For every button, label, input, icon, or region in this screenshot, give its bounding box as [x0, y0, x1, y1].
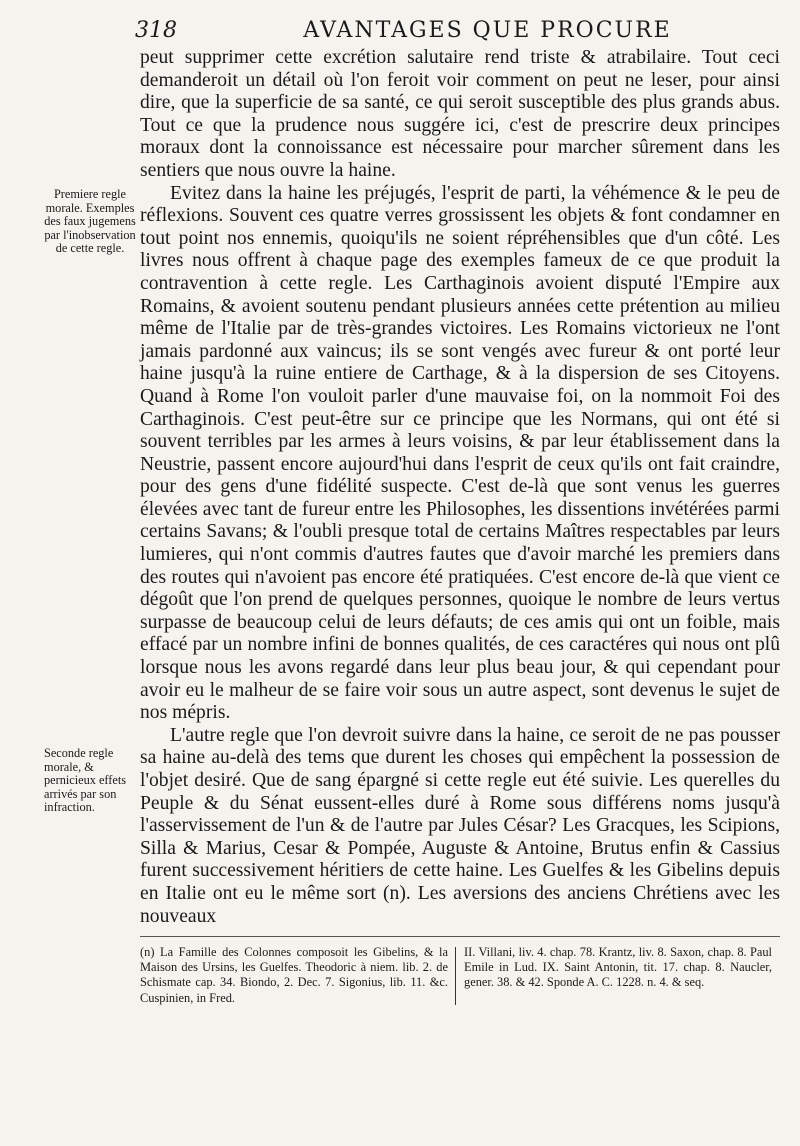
page-number: 318: [135, 18, 177, 43]
footnotes: [140, 945, 780, 1007]
main-text: [140, 47, 780, 928]
margin-note-second-rule: Seconde regle morale, & pernicieux effets arrivés par son infraction.: [44, 746, 127, 814]
paragraph: Evitez dans la haine les préjugés, l'esprit de parti, la véhémence & le peu de réflexions. Souvent ces quatre verres grossissent les objets & font condamner en tout point nos ennemis, quoiqu'ils ne soient répréhensibles que d'un côté. Les livres nous offrent à chaque page des exemples fameux de ce que produit la contravention à cette regle. Les Carthaginois avoient disputé l'Empire aux Romains, & avoient soutenu pendant plusieurs années cette prétention au milieu même de l'Italie par de très-grandes victoires. Les Romains victorieux ne l'ont jamais pardonné aux vaincus; ils se sont vengés avec fureur & ont porté leur haine jusqu'à la ruine entiere de Carthage, & à la dispersion de ses Citoyens. Quand à Rome l'on vouloit parler d'une mauvaise foi, on la nommoit Foi des Carthaginois. C'est peut-être sur ce principe que les Normans, qui ont été si souvent terribles par les armes à leurs voisins, & par leur établissement dans la Neustrie, passent encore aujourd'hui dans l'esprit de ceux qu'ils ont fait craindre, pour des gens d'une fidélité suspecte. C'est de-là que sont venus les guerres élevées avec tant de fureur entre les Philosophes, les dissentions invétérées parmi certains Savans; & l'oubli presque total de certains Maîtres respectables par leurs lumieres, qui n'ont commis d'autres fautes que d'avoir marché les premiers dans des routes qui n'avoient pas encore été pratiquées. C'est encore de-là que vient ce dégoût que l'on prend de quelques personnes, quoique le nombre de leurs vertus surpasse de beaucoup celui de leurs défauts; de ces amis qui ont un foible, mais effacé par un nombre infini de bonnes qualités, de ces caractéres qui nous ont plû lorsque nous les avons regardé dans leur plus beau jour, & qui cependant pour avoir eu le malheur de se faire voir sous un autre aspect, sont devenus le sujet de nos mépris.: [140, 182, 780, 724]
paragraph: L'autre regle que l'on devroit suivre dans la haine, ce seroit de ne pas pousser sa haine au-delà des tems que durent les choses qui empêchent la possession de l'objet desiré. Que de sang épargné si cette regle eut été suivie. Les querelles du Peuple & du Sénat eussent-elles duré à Rome sous différens noms jusqu'à l'asservissement de l'un & de l'autre par Jules César? Les Gracques, les Scipions, Silla & Marius, Cesar & Pompée, Auguste & Antoine, Brutus enfin & Cassius furent successivement héritiers de cette haine. Les Guelfes & les Gibelins depuis en Italie ont eu le même sort (n). Les aversions des anciens Chrétiens avec les nouveaux: [140, 724, 780, 927]
running-title: AVANTAGES QUE PROCURE: [303, 18, 672, 43]
page-header: [135, 18, 780, 48]
paragraph: peut supprimer cette excrétion salutaire rend triste & atrabilaire. Tout ceci demanderoit un détail où l'on feroit voir comment on peut ne leser, pour ainsi dire, que la superficie de sa santé, ce qui seroit susceptible des plus grands abus. Tout ce que la prudence nous suggére ici, c'est de prescrire deux principes moraux dont la connoissance est nécessaire pour marcher sûrement dans les sentiers que nous ouvre la haine.: [140, 47, 780, 181]
footnote-left-column: (n) La Famille des Colonnes composoit les Gibelins, & la Maison des Ursins, les Guelfes. Theodoric à niem. lib. 2. de Schismate cap. 34. Biondo, 2. Dec. 7. Sigonius, lib. 11. &c. Cuspinien, in Fred.: [140, 945, 448, 1005]
footnote-rule: [140, 936, 780, 937]
footnote-column-divider: [455, 947, 456, 1005]
footnote-right-column: II. Villani, liv. 4. chap. 78. Krantz, liv. 8. Saxon, chap. 8. Paul Emile in Lud. IX. Saint Antonin, tit. 17. chap. 8. Naucler, gener. 38. & 42. Sponde A. C. 1228. n. 4. & seq.: [464, 945, 772, 990]
margin-note-first-rule: Premiere regle morale. Exemples des faux jugemens par l'inobservation de cette regle.: [44, 187, 136, 255]
